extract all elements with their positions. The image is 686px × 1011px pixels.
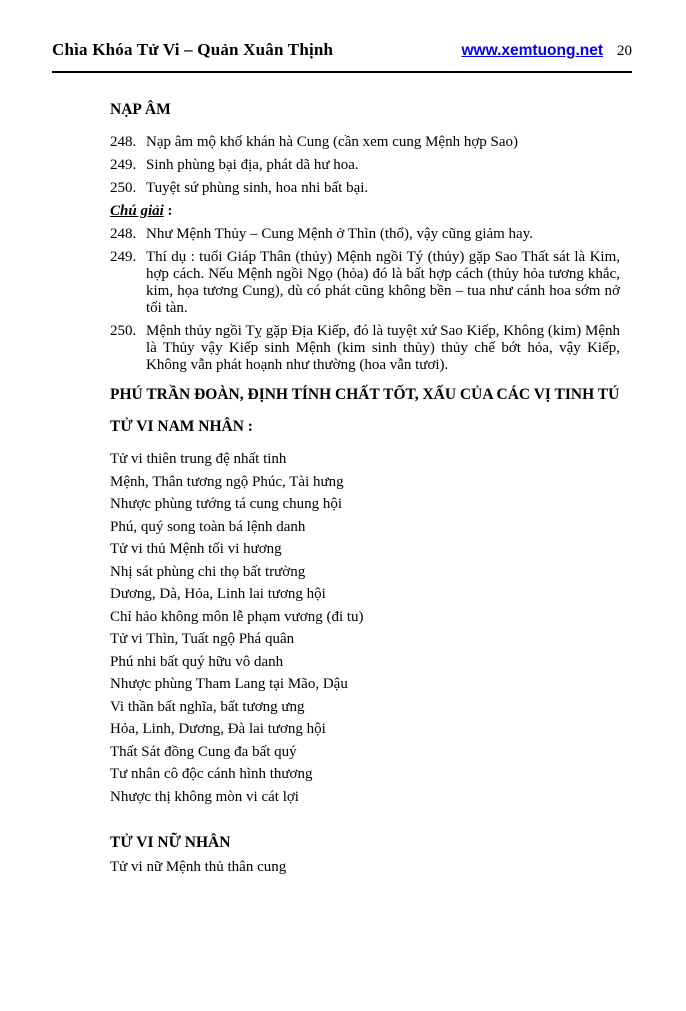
poem-line: Tư nhân cô độc cánh hình thương	[110, 766, 313, 782]
poem-line: Tử vi nữ Mệnh thủ thân cung	[110, 859, 287, 875]
chu-giai-title: Chú giải	[110, 203, 164, 219]
poem-line: Phú nhi bất quý hữu vô danh	[110, 653, 284, 670]
item-text: Thí dụ : tuổi Giáp Thân (thủy) Mệnh ngồi Tý (thủy) gặp Sao Thất sát là Kim, hợp cách. Nếu Mệnh ngồi Ngọ (hỏa) đó là bất hợp cách (thủy hỏa tương khắc, kim, họa tương Cung), dù có phát cũng không bền – tua như cánh hoa sớm nở tối tàn.	[146, 249, 620, 316]
section-heading-chu-giai	[110, 203, 620, 220]
section-heading-tu-vi-nam-nhan: TỬ VI NAM NHÂN :	[110, 418, 253, 435]
page-number: 20	[617, 43, 632, 59]
item-number: 250.	[110, 180, 137, 196]
poem-line: Nhược phùng tướng tá cung chung hội	[110, 496, 343, 512]
list-item	[110, 249, 620, 317]
section-heading-nap-am: NẠP ÂM	[110, 101, 171, 118]
nap-am-list	[110, 134, 620, 197]
poem-line: Tử vi thiên trung đệ nhất tinh	[110, 451, 287, 467]
poem-line: Vi thần bất nghĩa, bất tương ưng	[110, 698, 305, 715]
book-title: Chìa Khóa Tử Vi – Quản Xuân Thịnh	[52, 40, 334, 59]
chu-giai-list	[110, 226, 620, 374]
poem-line: Nhược phùng Tham Lang tại Mão, Dậu	[110, 676, 348, 692]
poem-line: Dương, Dà, Hỏa, Linh lai tương hội	[110, 586, 326, 602]
poem-line: Nhược thị không mòn vi cát lợi	[110, 788, 299, 805]
nam-nhan-poem	[110, 448, 620, 808]
list-item	[110, 180, 620, 197]
poem-line: Tử vi Thìn, Tuất ngộ Phá quân	[110, 631, 295, 647]
item-number: 248.	[110, 226, 137, 242]
item-text: Tuyệt sứ phùng sinh, hoa nhi bất bại.	[146, 180, 369, 196]
item-text: Như Mệnh Thủy – Cung Mệnh ở Thìn (thổ), vậy cũng giảm hay.	[146, 226, 533, 242]
website-link[interactable]: www.xemtuong.net	[461, 42, 603, 59]
item-number: 249.	[110, 157, 137, 173]
chu-giai-colon: :	[167, 203, 173, 219]
list-item	[110, 226, 620, 243]
page-content	[110, 101, 620, 879]
nu-nhan-poem	[110, 856, 620, 879]
poem-line: Chỉ hảo không môn lễ phạm vương (đi tu)	[110, 608, 364, 625]
item-number: 249.	[110, 249, 137, 265]
document-page	[0, 40, 686, 1011]
header-right	[461, 42, 632, 60]
poem-line: Nhị sát phùng chi thọ bất trường	[110, 563, 306, 580]
header-row	[52, 40, 632, 60]
list-item	[110, 134, 620, 151]
item-number: 248.	[110, 134, 137, 150]
poem-line: Tử vi thủ Mệnh tối vi hương	[110, 541, 282, 557]
item-text: Nạp âm mộ khố khán hà Cung (cần xem cung Mệnh hợp Sao)	[146, 134, 519, 150]
page-header	[52, 40, 632, 73]
section-heading-phu-tran-doan: PHÚ TRẦN ĐOÀN, ĐỊNH TÍNH CHẤT TỐT, XẤU CỦA CÁC VỊ TINH TÚ	[110, 386, 620, 403]
poem-line: Thất Sát đồng Cung đa bất quý	[110, 743, 297, 760]
item-text: Mệnh thủy ngồi Tỵ gặp Địa Kiếp, đó là tuyệt xứ Sao Kiếp, Không (kim) Mệnh là Thủy vậy Kiếp sinh Mệnh (kim sinh thủy) thủy chế bớt hỏa, vậy Kiếp, Không vẫn phát hoạnh như thường (hoa vẫn tươi).	[146, 323, 620, 373]
poem-line: Hỏa, Linh, Dương, Đà lai tương hội	[110, 721, 326, 737]
poem-line: Mệnh, Thân tương ngộ Phúc, Tài hưng	[110, 473, 344, 490]
list-item	[110, 323, 620, 374]
item-number: 250.	[110, 323, 137, 339]
item-text: Sinh phùng bại địa, phát dã hư hoa.	[146, 157, 359, 173]
list-item	[110, 157, 620, 174]
poem-line: Phú, quý song toàn bá lệnh danh	[110, 518, 306, 535]
section-heading-tu-vi-nu-nhan: TỬ VI NỮ NHÂN	[110, 834, 231, 851]
